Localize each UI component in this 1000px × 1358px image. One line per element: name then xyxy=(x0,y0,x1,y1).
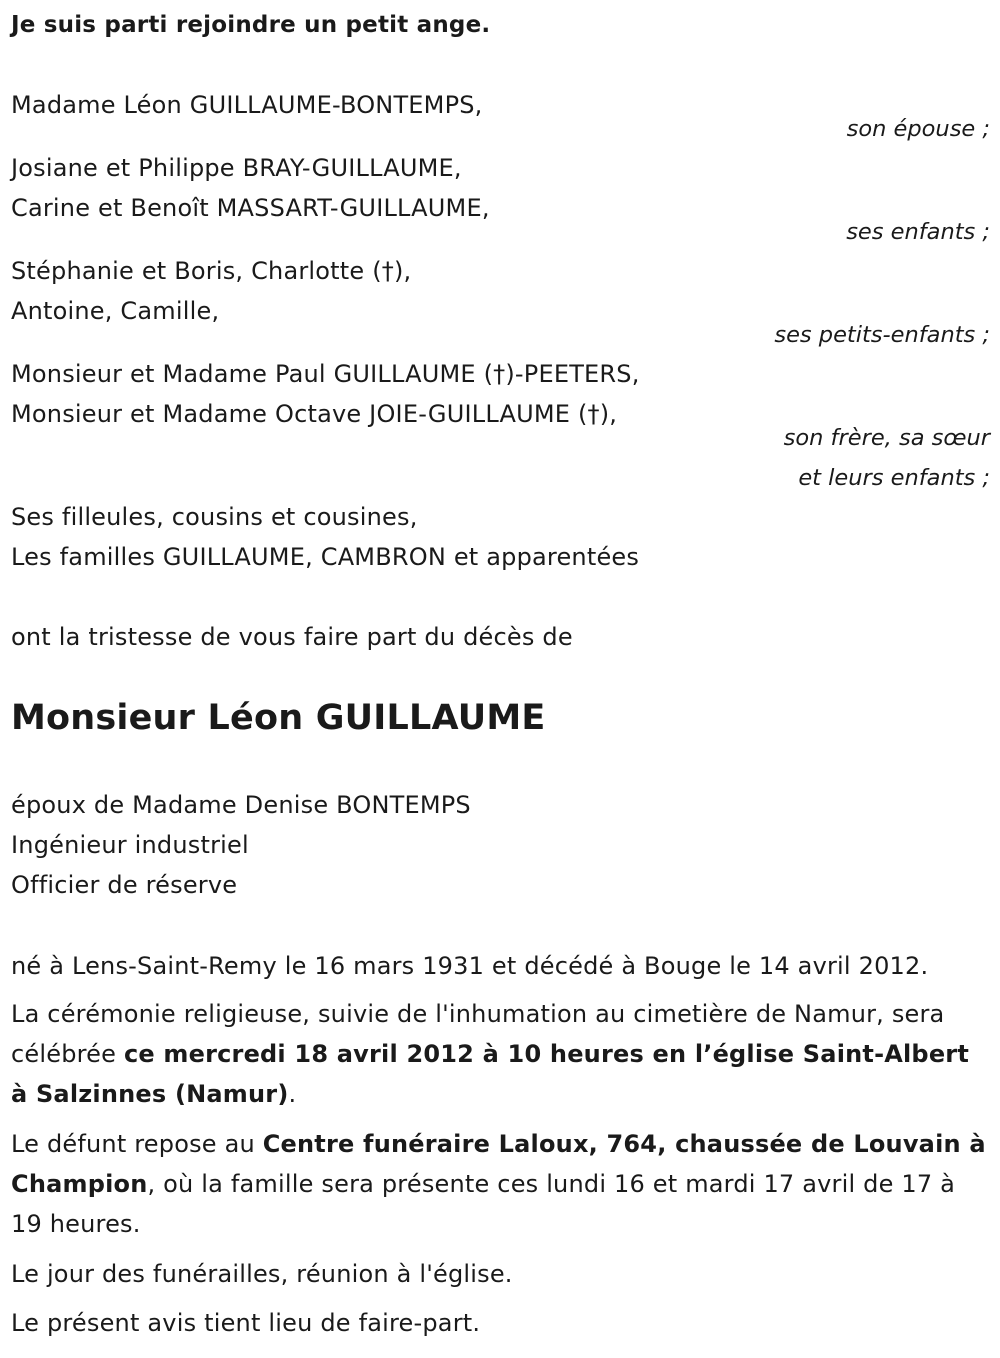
ceremony-paragraph xyxy=(11,994,986,1114)
detail-spouse: époux de Madame Denise BONTEMPS xyxy=(11,791,471,819)
rest-intro: Le défunt repose au xyxy=(11,1130,263,1158)
ceremony-highlight: ce mercredi 18 avril 2012 à 10 heures en l’église Saint-Albert à Salzinnes (Namur) xyxy=(11,1040,970,1108)
deceased-name: Monsieur Léon GUILLAUME xyxy=(11,698,546,738)
grandchildren-line-2: Antoine, Camille, xyxy=(11,297,220,325)
siblings-line-1: Monsieur et Madame Paul GUILLAUME (†)-PEETERS, xyxy=(11,360,640,388)
others-line-2: Les familles GUILLAUME, CAMBRON et apparentées xyxy=(11,543,640,571)
others-line-1: Ses filleules, cousins et cousines, xyxy=(11,503,418,531)
detail-profession: Ingénieur industriel xyxy=(11,831,249,859)
grandchildren-role: ses petits-enfants ; xyxy=(774,322,990,348)
rest-highlight: Centre funéraire Laloux, 764, chaussée de Louvain à Champion xyxy=(11,1130,986,1198)
birth-death: né à Lens-Saint-Remy le 16 mars 1931 et décédé à Bouge le 14 avril 2012. xyxy=(11,952,929,980)
announcement: ont la tristesse de vous faire part du décès de xyxy=(11,623,573,651)
funeral-day: Le jour des funérailles, réunion à l'église. xyxy=(11,1260,513,1288)
children-line-2: Carine et Benoît MASSART-GUILLAUME, xyxy=(11,194,490,222)
grandchildren-line-1: Stéphanie et Boris, Charlotte (†), xyxy=(11,257,412,285)
children-line-1: Josiane et Philippe BRAY-GUILLAUME, xyxy=(11,154,462,182)
rest-end: , où la famille sera présente ces lundi 16 et mardi 17 avril de 17 à 19 heures. xyxy=(11,1170,956,1238)
siblings-role-line-2: et leurs enfants ; xyxy=(798,465,990,491)
heading: Je suis parti rejoindre un petit ange. xyxy=(11,12,491,38)
ceremony-intro: La cérémonie religieuse, suivie de l'inhumation au cimetière de Namur, sera célébrée xyxy=(11,1000,945,1068)
detail-rank: Officier de réserve xyxy=(11,871,238,899)
siblings-role-line-1: son frère, sa sœur xyxy=(783,425,990,451)
spouse-line: Madame Léon GUILLAUME-BONTEMPS, xyxy=(11,91,483,119)
ceremony-end: . xyxy=(288,1080,297,1108)
children-role: ses enfants ; xyxy=(846,219,990,245)
rest-paragraph xyxy=(11,1124,986,1244)
siblings-line-2: Monsieur et Madame Octave JOIE-GUILLAUME (†), xyxy=(11,400,618,428)
notice: Le présent avis tient lieu de faire-part. xyxy=(11,1309,481,1337)
spouse-role: son épouse ; xyxy=(846,116,990,142)
